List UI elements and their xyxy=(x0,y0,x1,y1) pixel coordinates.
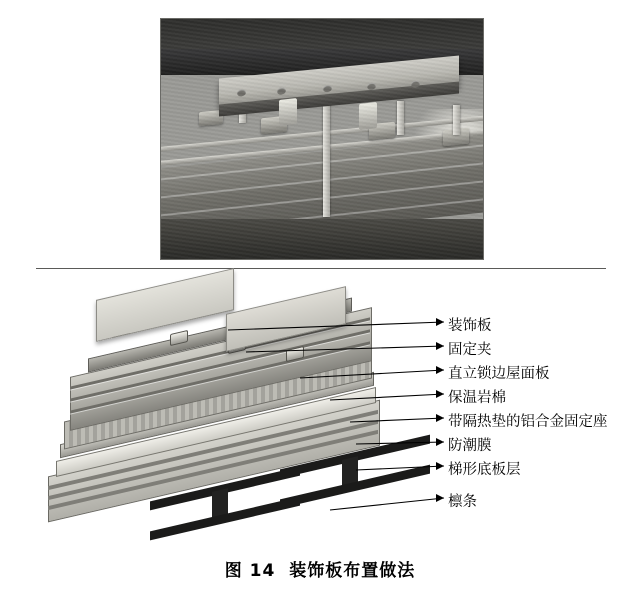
callout-label-decorative-panel: 装饰板 xyxy=(448,318,492,334)
callout-label-vapour-barrier: 防潮膜 xyxy=(448,438,492,454)
photo-bracket xyxy=(359,102,377,130)
exploded-assembly-diagram xyxy=(30,276,450,544)
callout-label-standing-seam-roof: 直立锁边屋面板 xyxy=(448,366,550,382)
photo-support-post xyxy=(397,101,404,135)
figure-title: 装饰板布置做法 xyxy=(289,561,416,581)
callout-label-trapezoid-deck: 梯形底板层 xyxy=(448,462,521,478)
callout-label-fixing-clip: 固定夹 xyxy=(448,342,492,358)
photo-bracket xyxy=(279,98,297,126)
photo-support-post xyxy=(453,105,460,135)
section-divider xyxy=(36,268,606,269)
callout-label-purlin: 檩条 xyxy=(448,494,477,510)
photo-support-post xyxy=(323,99,330,217)
figure-caption xyxy=(0,556,640,581)
photo-foreground-shadow xyxy=(161,219,483,259)
callout-label-rock-wool: 保温岩棉 xyxy=(448,390,506,406)
callout-label-alu-fixing-seat: 带隔热垫的铝合金固定座 xyxy=(448,414,608,430)
figure-number: 图 14 xyxy=(224,561,276,581)
installation-photo xyxy=(160,18,484,260)
